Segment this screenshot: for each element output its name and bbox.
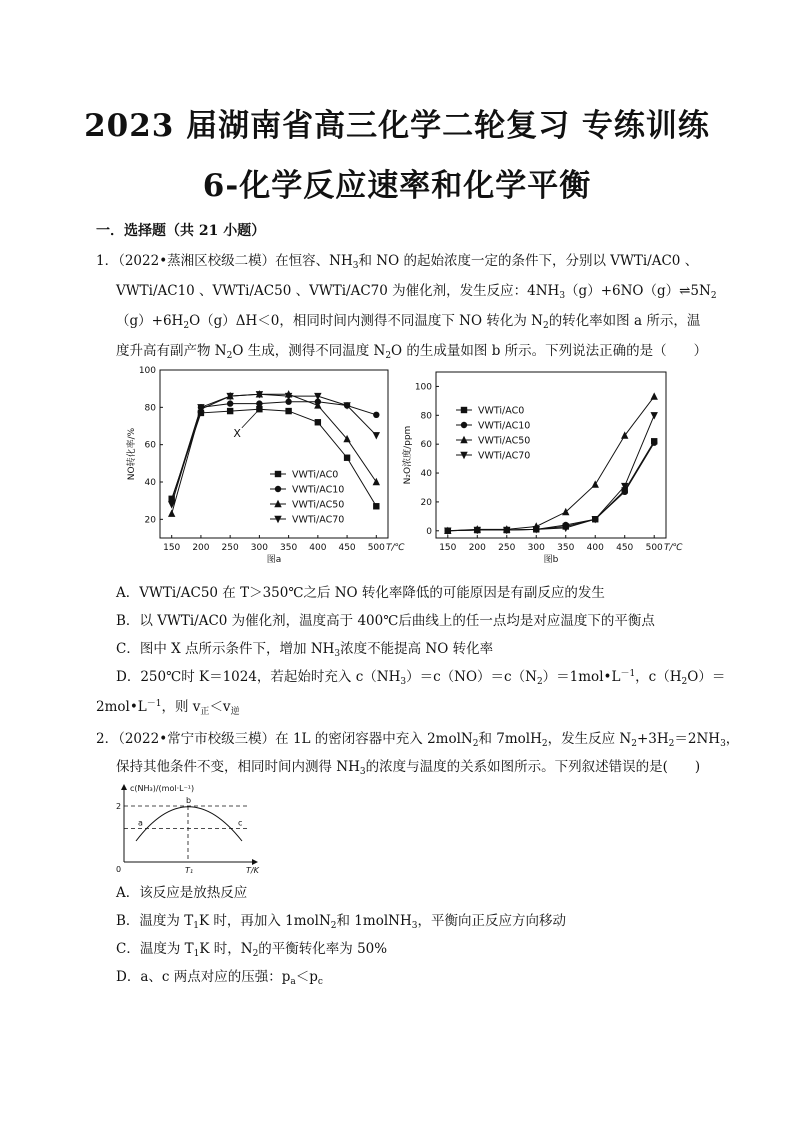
point-label-b: b <box>186 796 192 805</box>
data-point <box>373 412 379 418</box>
y-tick-label: 80 <box>420 411 432 422</box>
data-point <box>373 432 380 439</box>
y-tick-label: 20 <box>144 515 156 526</box>
origin-label: 0 <box>116 865 122 874</box>
y-tick-label: 40 <box>144 478 156 488</box>
legend-marker <box>275 486 281 492</box>
annotation-x: X <box>233 427 241 441</box>
series-line-2 <box>448 397 654 531</box>
q2-option-d: D．a、c 两点对应的压强：$p_a<p_c$ <box>116 969 323 987</box>
legend-label: VWTi/AC50 <box>292 499 345 511</box>
y-tick-label: 60 <box>420 440 432 451</box>
legend-label: VWTi/AC70 <box>292 514 345 526</box>
data-point <box>651 392 658 399</box>
legend-label: VWTi/AC0 <box>292 469 339 481</box>
q1-line-2: VWTi/AC10 、VWTi/AC50 、VWTi/AC70 为催化剂，发生反应：$4NH_3(g)+6NO(g)\rightleftharpoons 5N_2$ <box>116 283 717 301</box>
x-tick-label: 250 <box>221 543 239 553</box>
x-axis-arrow <box>252 859 258 865</box>
legend-label: VWTi/AC10 <box>292 484 345 496</box>
data-point <box>256 400 262 406</box>
q2-line-2: 保持其他条件不变，相同时间内测得 $NH_3$的浓度与温度的关系如图所示。下列叙述错误的是( ) <box>116 759 701 777</box>
x-tick-label: T₁ <box>185 866 194 875</box>
x-tick-label: 400 <box>586 543 604 553</box>
data-point <box>227 408 233 414</box>
legend-marker <box>461 422 467 428</box>
data-point <box>651 412 658 419</box>
q2-line-1: 2．（2022•常宁市校级三模）在 1L 的密闭容器中充入 2molN$_2$和 7molH$_2$，发生反应 $N_2+3H_2=2NH_3$， <box>96 731 740 749</box>
y-tick-label: 40 <box>420 469 432 480</box>
x-tick-label: 400 <box>309 543 327 553</box>
x-tick-label: 500 <box>645 543 663 553</box>
y-axis-label: NO转化率/% <box>127 427 137 481</box>
data-point <box>168 510 175 517</box>
page-subtitle: 6-化学反应速率和化学平衡 <box>202 168 592 204</box>
q1-option-a: A．VWTi/AC50 在 T＞350℃之后 NO 转化率降低的可能原因是有副反应的发生 <box>116 585 605 601</box>
data-point <box>592 480 599 487</box>
data-point <box>651 440 657 446</box>
chart-title: 图b <box>543 555 559 565</box>
point-label-c: c <box>238 818 243 828</box>
data-point <box>344 455 350 461</box>
x-tick-label: 250 <box>498 543 516 553</box>
x-tick-label: 450 <box>616 543 634 553</box>
data-point <box>285 408 291 414</box>
chart-title: 图a <box>266 555 282 565</box>
x-tick-label: 300 <box>250 543 268 553</box>
data-point <box>315 419 321 425</box>
x-tick-label: 450 <box>338 543 356 553</box>
q1-option-d: D．250℃时 K＝1024，若起始时充入 $c(NH_3)=c(NO)=c(N_2)=1mol•L^{-1}$，$c(H_2O)=$ <box>116 669 726 687</box>
chart-a <box>127 360 405 578</box>
x-tick-label: 300 <box>527 543 545 553</box>
section-heading: 一．选择题（共 21 小题） <box>96 223 266 239</box>
legend-label: VWTi/AC10 <box>478 420 531 432</box>
legend-label: VWTi/AC0 <box>478 405 525 417</box>
x-tick-label: 150 <box>439 543 457 553</box>
chart-c <box>114 782 274 880</box>
q2-option-c: C．温度为 $T_1K$ 时，$N_2$的平衡转化率为 50% <box>116 941 388 959</box>
q2-option-b: B．温度为 $T_1K$ 时，再加入 1molN$_2$和 1molNH$_3$，平衡向正反应方向移动 <box>116 913 566 931</box>
x-tick-label: 200 <box>468 543 486 553</box>
y-axis-arrow <box>121 784 127 790</box>
y-tick-label: 2 <box>116 802 122 811</box>
y-axis-label: c(NH₃)/(mol·L⁻¹) <box>130 784 195 793</box>
curve <box>136 807 242 841</box>
point-label-a: a <box>138 818 143 828</box>
series-line-3 <box>448 415 654 530</box>
q1-option-b: B．以 VWTi/AC0 为催化剂，温度高于 400℃后曲线上的任一点均是对应温度下的平衡点 <box>116 613 655 629</box>
page-title: 2023 届湖南省高三化学二轮复习 专练训练 <box>84 108 710 144</box>
q1-line-1: 1．（2022•蒸湘区校级二模）在恒容、$NH_3$和 NO 的起始浓度一定的条件下，分别以 VWTi/AC0 、 <box>96 253 699 271</box>
data-point <box>227 400 233 406</box>
x-tick-label: 200 <box>192 543 210 553</box>
x-axis-label: T/K <box>246 866 259 875</box>
q1-option-c: C．图中 X 点所示条件下，增加 $NH_3$浓度不能提高 NO 转化率 <box>116 641 494 659</box>
y-axis-label: N₂O浓度/ppm <box>403 425 413 485</box>
y-tick-label: 80 <box>144 403 156 414</box>
y-tick-label: 0 <box>426 526 432 537</box>
x-tick-label: 350 <box>280 543 298 553</box>
y-tick-label: 20 <box>420 497 432 508</box>
annotation-pointer <box>242 409 260 428</box>
legend-label: VWTi/AC70 <box>478 450 531 462</box>
y-tick-label: 60 <box>144 440 156 451</box>
y-tick-label: 100 <box>138 366 156 376</box>
legend-marker <box>461 407 467 413</box>
y-tick-label: 100 <box>414 382 432 393</box>
legend-marker <box>275 471 281 477</box>
q2-option-a: A．该反应是放热反应 <box>116 885 248 901</box>
data-point <box>373 503 379 509</box>
q1-option-d-cont: $2mol•L^{-1}$，则 $v_正<v_逆$ <box>96 699 240 717</box>
x-axis-label: T/℃ <box>386 543 405 553</box>
q1-line-3: $(g)+6H_2O(g)\Delta H<0$，相同时间内测得不同温度下 NO 转化为 $N_2$的转化率如图 a 所示，温 <box>116 313 701 331</box>
x-tick-label: 500 <box>367 543 385 553</box>
x-tick-label: 350 <box>557 543 575 553</box>
x-tick-label: 150 <box>163 543 181 553</box>
q1-line-4: 度升高有副产物 $N_2O$ 生成，测得不同温度 $N_2O$ 的生成量如图 b 所示。下列说法正确的是（ ） <box>116 343 708 361</box>
series-line-1 <box>172 402 377 501</box>
legend-label: VWTi/AC50 <box>478 435 531 447</box>
chart-b <box>400 366 683 578</box>
x-axis-label: T/℃ <box>664 543 683 553</box>
